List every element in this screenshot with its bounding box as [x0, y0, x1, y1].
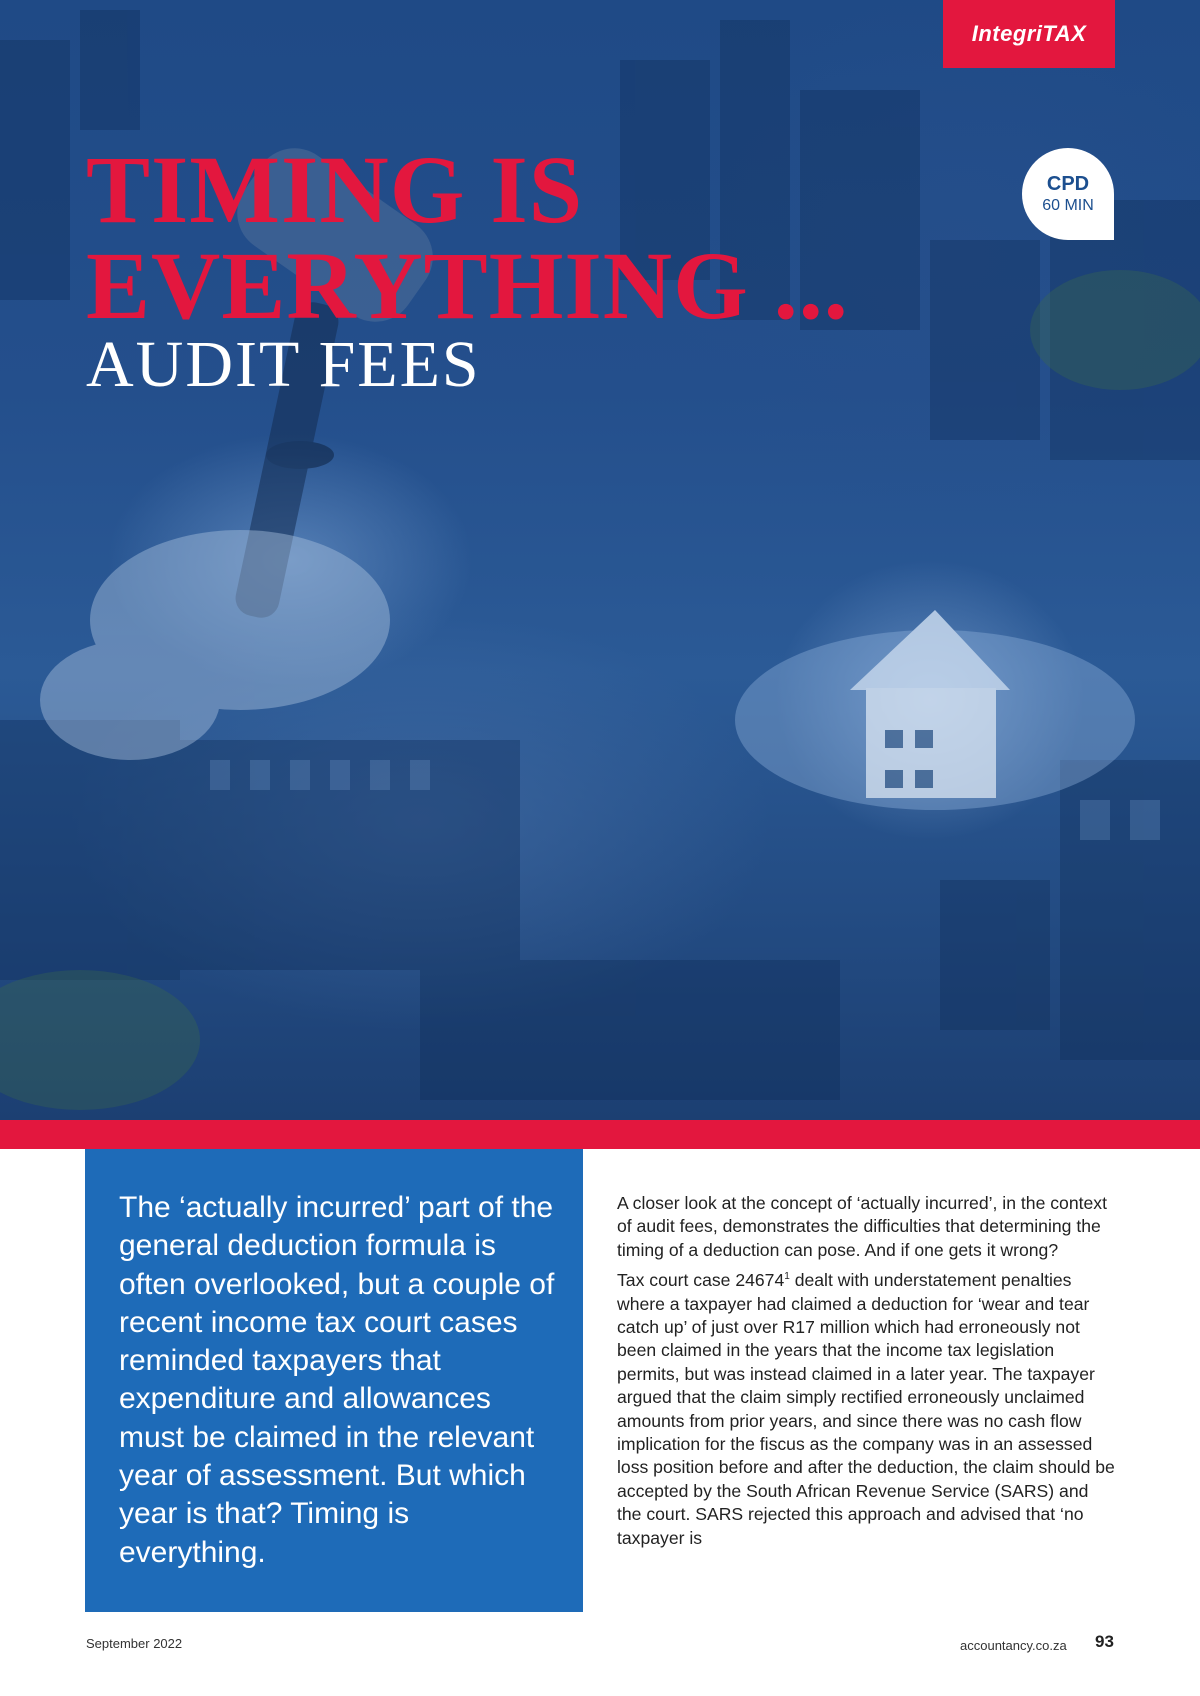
brand-tab	[943, 0, 1115, 68]
footer-date: September 2022	[86, 1636, 183, 1651]
cpd-duration: 60 MIN	[1042, 197, 1094, 214]
page-number: 93	[1095, 1632, 1114, 1651]
body-paragraph-2-rest: dealt with understatement penalties where a taxpayer had claimed a deduction for ‘wear and tear catch up’ of just over R17 million which had erroneously not been claimed in the years that the income tax legislation permits, but was instead claimed in a later year. The taxpayer argued that the claim simply rectified erroneously unclaimed amounts from prior years, and since there was no cash flow implication for the fiscus as the company was in an assessed loss position before and after the deduction, the claim should be accepted by the South African Revenue Service (SARS) and the court. SARS rejected this approach and advised that ‘no taxpayer is	[617, 1270, 1115, 1548]
article-subtitle: AUDIT FEES	[86, 328, 481, 401]
integritax-logo: IntegriTAX	[971, 21, 1087, 46]
footer-site: accountancy.co.za	[960, 1638, 1067, 1653]
cpd-badge	[1022, 148, 1114, 240]
footnote-marker: 1	[784, 1271, 790, 1283]
pullquote-text: The ‘actually incurred’ part of the general deduction formula is often overlooked, but a couple of recent income tax court cases reminded taxpayers that expenditure and allowances must be claimed in the relevant year of assessment. But which year is that? Timing is everything.	[119, 1191, 555, 1569]
pullquote-panel	[85, 1149, 583, 1612]
body-paragraph-2	[617, 1269, 1117, 1550]
article-title: TIMING IS EVERYTHING ...	[86, 136, 849, 339]
body-column	[617, 1192, 1117, 1557]
house-icon	[735, 610, 1135, 810]
red-divider-band	[0, 1120, 1200, 1149]
cpd-label: CPD	[1046, 173, 1090, 195]
body-paragraph-2-lead: Tax court case 24674	[617, 1270, 785, 1291]
hand-shape	[40, 530, 390, 760]
body-paragraph-1: A closer look at the concept of ‘actually incurred’, in the context of audit fees, demonstrates the difficulties that determining the timing of a deduction can pose. And if one gets it wrong?	[617, 1193, 1107, 1260]
